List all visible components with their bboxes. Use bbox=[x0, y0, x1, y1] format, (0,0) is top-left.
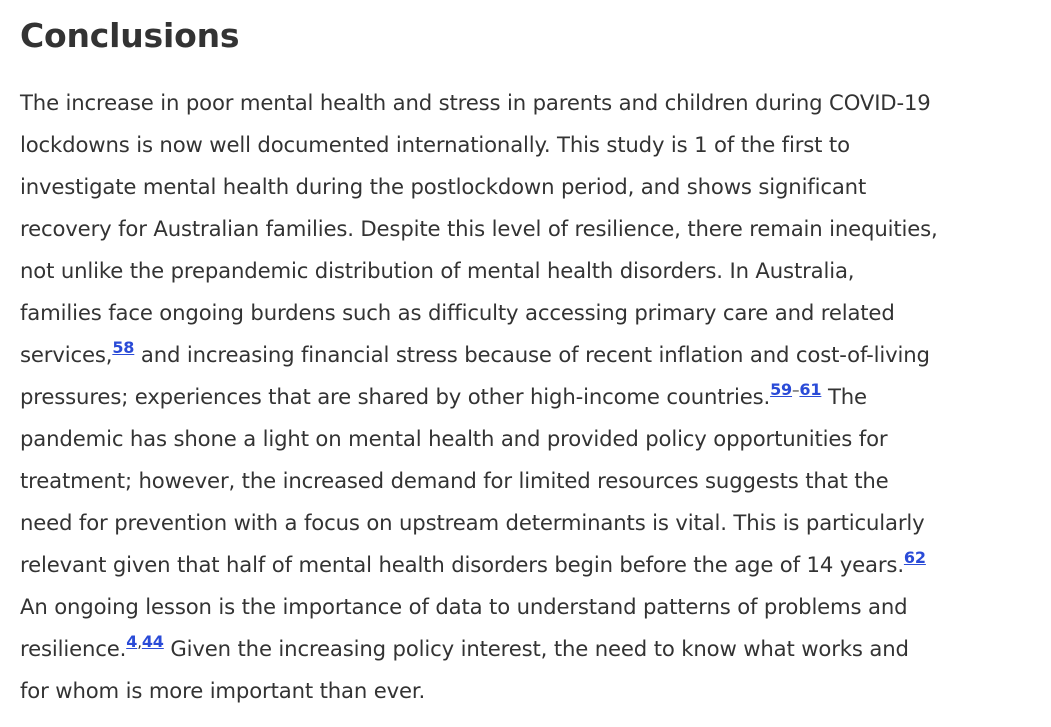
text-segment: and increasing financial stress because of recent inflation and cost-of-living bbox=[134, 342, 930, 367]
text-line: The increase in poor mental health and stress in parents and children during COVID-19 bbox=[20, 90, 931, 115]
reference-link-62[interactable]: 62 bbox=[903, 548, 926, 567]
text-segment: resilience. bbox=[20, 636, 127, 661]
text-segment: relevant given that half of mental health disorders begin before the age of 14 years. bbox=[20, 552, 904, 577]
text-segment: services, bbox=[20, 342, 113, 367]
reference-link-59[interactable]: 59 bbox=[770, 380, 793, 399]
section-heading: Conclusions bbox=[20, 16, 240, 55]
text-line: An ongoing lesson is the importance of data to understand patterns of problems and bbox=[20, 594, 908, 619]
text-segment: pressures; experiences that are shared by other high-income countries. bbox=[20, 384, 771, 409]
text-line bbox=[20, 376, 1020, 418]
text-line: not unlike the prepandemic distribution of mental health disorders. In Australia, bbox=[20, 258, 855, 283]
text-line: investigate mental health during the postlockdown period, and shows significant bbox=[20, 174, 867, 199]
conclusions-section bbox=[20, 14, 1020, 712]
text-line: families face ongoing burdens such as difficulty accessing primary care and related bbox=[20, 300, 895, 325]
conclusions-paragraph bbox=[20, 82, 1020, 712]
text-line: need for prevention with a focus on upstream determinants is vital. This is particularly bbox=[20, 510, 925, 535]
reference-link-44[interactable]: 44 bbox=[141, 632, 164, 651]
reference-link-4[interactable]: 4 bbox=[126, 632, 138, 651]
text-line: recovery for Australian families. Despite this level of resilience, there remain inequities, bbox=[20, 216, 938, 241]
reference-range-separator: – bbox=[792, 381, 800, 399]
text-line: for whom is more important than ever. bbox=[20, 678, 426, 703]
reference-list-separator: , bbox=[137, 633, 142, 651]
text-segment: The bbox=[821, 384, 867, 409]
text-line: treatment; however, the increased demand for limited resources suggests that the bbox=[20, 468, 889, 493]
text-line bbox=[20, 334, 1020, 376]
text-segment: Given the increasing policy interest, the need to know what works and bbox=[163, 636, 909, 661]
text-line bbox=[20, 628, 1020, 670]
text-line: lockdowns is now well documented internationally. This study is 1 of the first to bbox=[20, 132, 850, 157]
reference-link-58[interactable]: 58 bbox=[112, 338, 135, 357]
text-line bbox=[20, 544, 1020, 586]
text-line: pandemic has shone a light on mental health and provided policy opportunities for bbox=[20, 426, 888, 451]
reference-link-61[interactable]: 61 bbox=[799, 380, 822, 399]
